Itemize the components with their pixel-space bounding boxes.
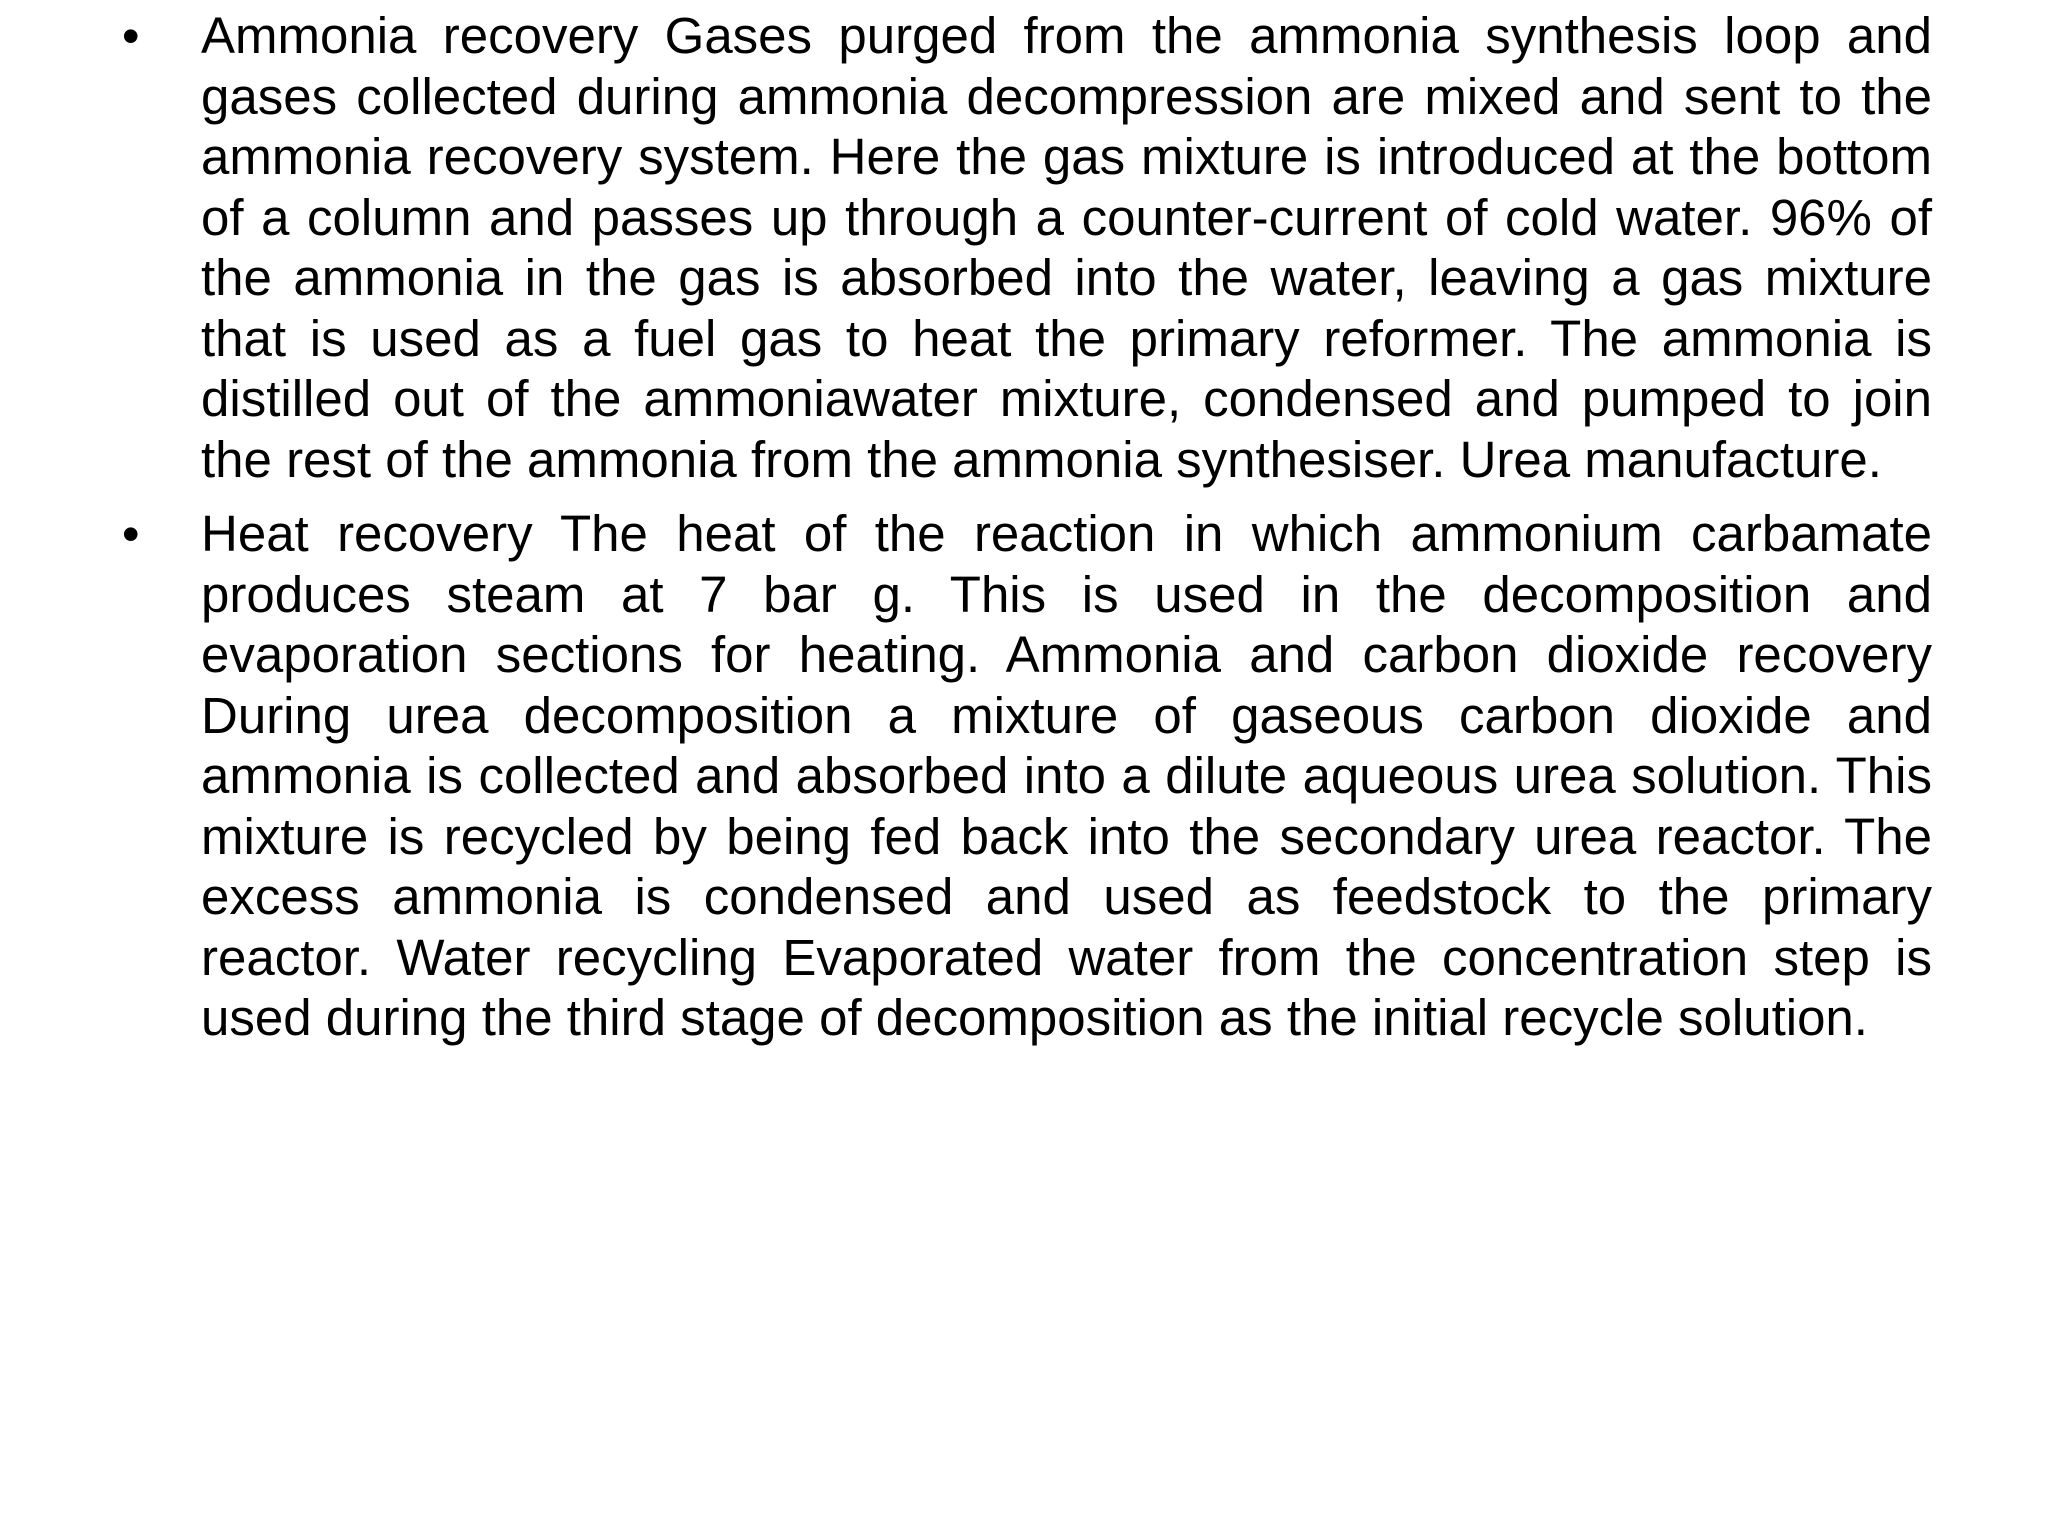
bullet-item-heat-recovery [120,504,1932,1049]
bullet-text: Ammonia recovery Gases purged from the ammonia synthesis loop and gases collected during ammonia decompression are mixed and sent to the ammonia recovery system. Here the gas mixture is introduced at the bottom of a column and passes up through a counter-current of cold water. 96% of the ammonia in the gas is absorbed into the water, leaving a gas mixture that is used as a fuel gas to heat the primary reformer. The ammonia is distilled out of the ammoniawater mixture, condensed and pumped to join the rest of the ammonia from the ammonia synthesiser. Urea manufacture. [201,7,1932,488]
bullet-list [120,6,1932,1063]
bullet-marker: • [122,8,140,64]
bullet-text: Heat recovery The heat of the reaction in which ammonium carbamate produces steam at 7 bar g. This is used in the decomposition and evaporation sections for heating. Ammonia and carbon dioxide recovery During urea decomposition a mixture of gaseous carbon dioxide and ammonia is collected and absorbed into a dilute aqueous urea solution. This mixture is recycled by being fed back into the secondary urea reactor. The excess ammonia is condensed and used as feedstock to the primary reactor. Water recycling Evaporated water from the concentration step is used during the third stage of decomposition as the initial recycle solution. [201,505,1932,1046]
bullet-marker: • [122,506,140,562]
bullet-item-ammonia-recovery [120,6,1932,490]
